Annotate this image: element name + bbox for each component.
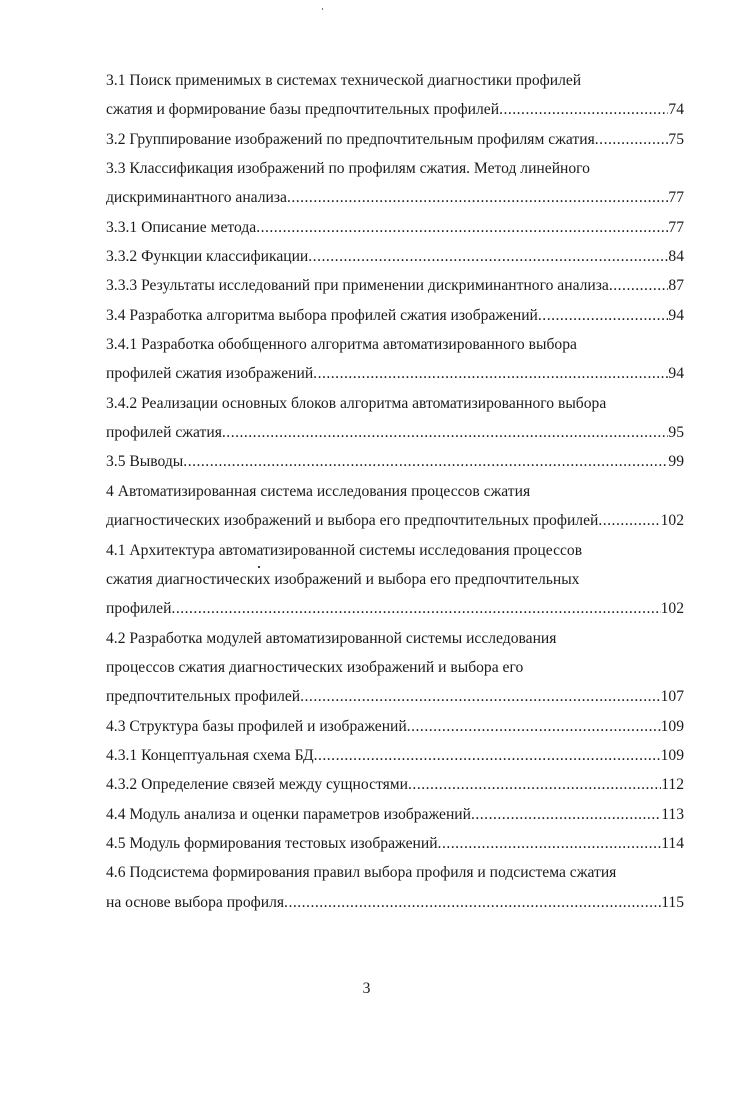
toc-entry-line: процессов сжатия диагностических изображений и выбора его: [106, 658, 524, 676]
toc-entry: [106, 125, 684, 154]
dot-leader: [499, 95, 668, 124]
toc-entry-page: 102: [660, 512, 684, 530]
toc-entry-page: 109: [660, 717, 684, 735]
toc-entry-title: 3.2 Группирование изображений по предпочтительным профилям сжатия: [106, 130, 595, 148]
toc-entry: [106, 741, 684, 770]
dot-leader: [595, 125, 669, 154]
dot-leader: [471, 800, 661, 829]
toc-entry-final-line: [106, 301, 684, 330]
toc-entry-final-line: [106, 594, 684, 623]
dot-leader: [408, 770, 661, 799]
dot-leader: [284, 888, 661, 917]
toc-entry: [106, 829, 684, 858]
toc-entry: [106, 858, 684, 917]
dot-leader: [300, 682, 660, 711]
toc-entry-line: 3.4.1 Разработка обобщенного алгоритма автоматизированного выбора: [106, 336, 577, 354]
toc-entry-title: 4.4 Модуль анализа и оценки параметров изображений: [106, 805, 471, 823]
scan-speck: [322, 8, 323, 10]
toc-entry-final-line: [106, 213, 684, 242]
dot-leader: [598, 506, 660, 535]
toc-entry-final-line: [106, 183, 684, 212]
toc-entry-final-line: [106, 770, 684, 799]
toc-entry-title: 3.5 Выводы: [106, 453, 184, 471]
dot-leader: [407, 712, 661, 741]
toc-entry-final-line: [106, 682, 684, 711]
table-of-contents: [106, 66, 684, 917]
toc-entry: [106, 624, 684, 712]
toc-entry-line: 4.6 Подсистема формирования правил выбора профиля и подсистема сжатия: [106, 864, 617, 882]
toc-entry: [106, 770, 684, 799]
toc-entry-title: профилей сжатия изображений: [106, 365, 314, 383]
toc-entry-line: 3.4.2 Реализации основных блоков алгоритма автоматизированного выбора: [106, 394, 607, 412]
toc-entry-line: 3.1 Поиск применимых в системах технической диагностики профилей: [106, 72, 582, 89]
toc-entry-line: 4.1 Архитектура автоматизированной системы исследования процессов: [106, 541, 583, 559]
toc-entry-page: 113: [661, 805, 684, 823]
dot-leader: [183, 447, 668, 476]
toc-entry-page: 109: [660, 746, 684, 764]
dot-leader: [308, 242, 668, 271]
dot-leader: [609, 271, 669, 300]
toc-entry-final-line: [106, 741, 684, 770]
toc-entry-final-line: [106, 800, 684, 829]
toc-entry-final-line: [106, 829, 684, 858]
toc-entry-title: дискриминантного анализа: [106, 189, 287, 207]
toc-entry: [106, 536, 684, 624]
dot-leader: [313, 359, 668, 388]
toc-entry-final-line: [106, 125, 684, 154]
toc-entry-title: 3.3.2 Функции классификации: [106, 248, 309, 266]
toc-entry-title: 3.3.1 Описание метода: [106, 218, 257, 236]
toc-entry-page: 84: [668, 248, 684, 266]
toc-entry-page: 95: [668, 424, 684, 442]
toc-entry-page: 77: [668, 218, 684, 236]
dot-leader: [287, 183, 668, 212]
toc-entry-page: 112: [661, 776, 684, 794]
toc-entry-title: 4.3.2 Определение связей между сущностями: [106, 776, 409, 794]
toc-entry: [106, 242, 684, 271]
toc-entry-title: 4.3 Структура базы профилей и изображений: [106, 717, 407, 735]
toc-entry-final-line: [106, 712, 684, 741]
toc-entry: [106, 301, 684, 330]
toc-entry-final-line: [106, 95, 684, 124]
dot-leader: [438, 829, 662, 858]
toc-entry: [106, 271, 684, 300]
toc-entry-page: 114: [661, 834, 684, 852]
toc-entry: [106, 447, 684, 476]
toc-entry: [106, 154, 684, 213]
toc-entry: [106, 330, 684, 389]
toc-entry-line: сжатия диагностических изображений и выбора его предпочтительных: [106, 570, 580, 588]
dot-leader: [256, 213, 668, 242]
toc-entry-page: 74: [668, 101, 684, 119]
toc-entry-final-line: [106, 271, 684, 300]
toc-entry-title: на основе выбора профиля: [106, 893, 285, 911]
dot-leader: [314, 741, 661, 770]
toc-entry-final-line: [106, 447, 684, 476]
toc-entry-title: 3.4 Разработка алгоритма выбора профилей сжатия изображений: [106, 306, 538, 324]
toc-entry: [106, 213, 684, 242]
toc-entry-page: 94: [668, 365, 684, 383]
toc-entry-line: 4 Автоматизированная система исследования процессов сжатия: [106, 482, 531, 500]
toc-entry: [106, 389, 684, 448]
dot-leader: [222, 418, 669, 447]
toc-entry-title: 4.3.1 Концептуальная схема БД: [106, 746, 314, 764]
toc-entry-title: профилей: [106, 600, 172, 618]
toc-entry-page: 102: [660, 600, 684, 618]
dot-leader: [171, 594, 660, 623]
toc-entry-page: 77: [668, 189, 684, 207]
page-number: 3: [362, 980, 371, 997]
toc-entry-title: сжатия и формирование базы предпочтительных профилей: [106, 101, 500, 119]
toc-entry-page: 99: [668, 453, 684, 471]
toc-entry-final-line: [106, 888, 684, 917]
toc-entry-page: 94: [668, 306, 684, 324]
toc-entry-final-line: [106, 506, 684, 535]
toc-entry-line: 4.2 Разработка модулей автоматизированной системы исследования: [106, 629, 557, 647]
toc-entry: [106, 66, 684, 125]
toc-entry-title: 3.3.3 Результаты исследований при применении дискриминантного анализа: [106, 277, 609, 295]
toc-entry-final-line: [106, 359, 684, 388]
toc-entry-page: 115: [661, 893, 684, 911]
toc-entry-line: 3.3 Классификация изображений по профилям сжатия. Метод линейного: [106, 160, 590, 178]
toc-entry-final-line: [106, 242, 684, 271]
toc-entry-page: 87: [668, 277, 684, 295]
toc-entry-title: диагностических изображений и выбора его предпочтительных профилей: [106, 512, 599, 530]
toc-entry: [106, 477, 684, 536]
dot-leader: [538, 301, 669, 330]
toc-entry-title: предпочтительных профилей: [106, 688, 301, 706]
toc-entry-page: 75: [668, 130, 684, 148]
toc-entry: [106, 800, 684, 829]
toc-entry-title: 4.5 Модуль формирования тестовых изображений: [106, 834, 438, 852]
toc-entry-title: профилей сжатия: [106, 424, 222, 442]
toc-entry: [106, 712, 684, 741]
toc-entry-final-line: [106, 418, 684, 447]
toc-entry-page: 107: [660, 688, 684, 706]
